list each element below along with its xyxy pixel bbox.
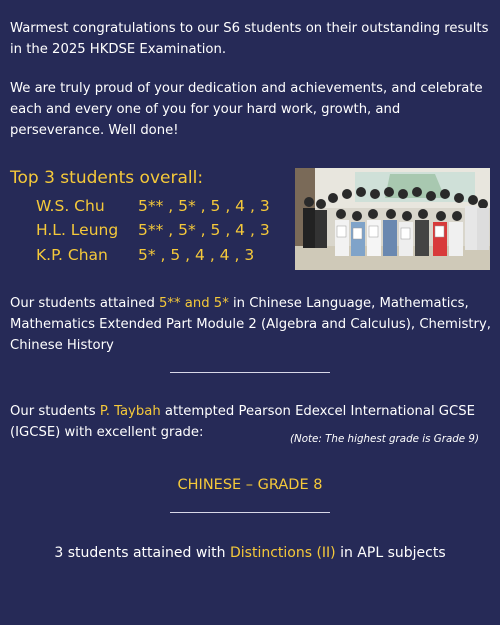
apl-prefix: 3 students attained with	[54, 545, 230, 561]
student-grades: 5** , 5* , 5 , 4 , 3	[138, 197, 270, 215]
grade-note: (Note: The highest grade is Grade 9)	[290, 433, 479, 445]
student-row	[36, 197, 270, 215]
section-divider	[170, 372, 330, 373]
section-divider	[170, 512, 330, 513]
subjects-list: in Chinese Language, Mathematics, Mathematics Extended Part Module 2 (Algebra and Calculus), Chemistry, Chinese History	[10, 296, 491, 353]
subjects-grade-highlight: 5** and 5*	[159, 296, 229, 311]
student-grades: 5** , 5* , 5 , 4 , 3	[138, 221, 270, 239]
intro-text	[10, 18, 492, 159]
subjects-prefix: Our students attained	[10, 296, 160, 311]
student-row	[36, 246, 254, 264]
student-row	[36, 221, 270, 239]
class-group-photo	[295, 168, 490, 270]
apl-result	[0, 545, 500, 561]
top-students-heading: Top 3 students overall:	[10, 168, 204, 188]
igcse-description: attempted Pearson Edexcel International GCSE (IGCSE) with excellent grade:	[10, 404, 475, 440]
group-photo-illustration	[295, 168, 490, 270]
student-name: H.L. Leung	[36, 221, 119, 239]
chinese-grade-result: CHINESE – GRADE 8	[177, 477, 323, 493]
igcse-student-name: P. Taybah	[99, 404, 161, 419]
igcse-prefix: Our students	[10, 404, 100, 419]
intro-paragraph-congratulations: Warmest congratulations to our S6 students on their outstanding results in the 2025 HKDSE Examination.	[10, 21, 489, 57]
student-grades: 5* , 5 , 4 , 4 , 3	[138, 246, 255, 264]
subjects-paragraph	[10, 293, 492, 356]
apl-suffix: in APL subjects	[335, 545, 446, 561]
intro-paragraph-pride: We are truly proud of your dedication and achievements, and celebrate each and every one of you for your hard work, growth, and perseverance. Well done!	[10, 81, 483, 138]
student-name: W.S. Chu	[36, 197, 105, 215]
apl-distinction-highlight: Distinctions (II)	[229, 545, 336, 561]
student-name: K.P. Chan	[36, 246, 108, 264]
